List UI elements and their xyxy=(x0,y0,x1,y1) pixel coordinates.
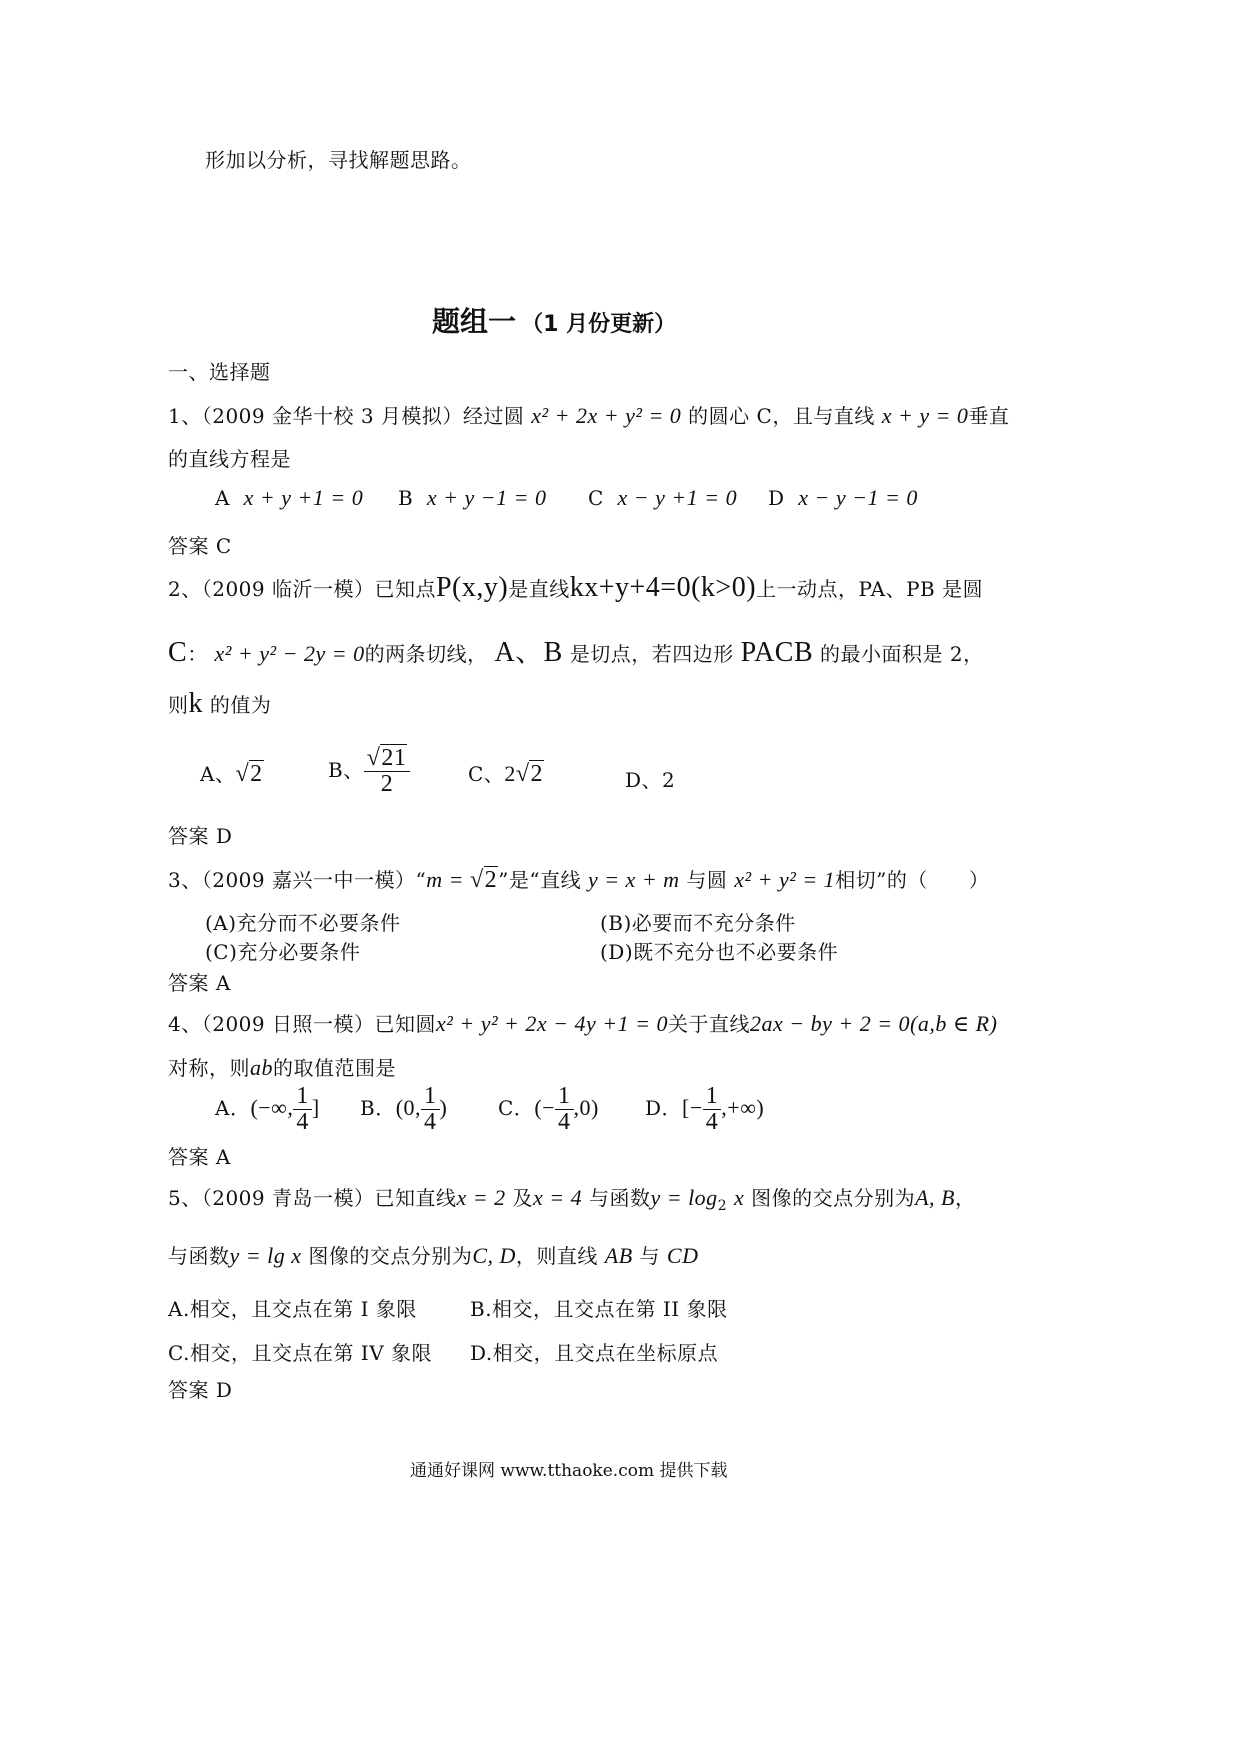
q5-option-b: B.相交，且交点在第 II 象限 xyxy=(470,1297,728,1321)
q4-option-d: D．[− $\frac{1}{4}$ ,+∞) xyxy=(645,1083,765,1136)
section-label: 一、选择题 xyxy=(168,360,271,384)
q2-option-b: B、 $\frac{√21}{2}$ xyxy=(328,746,410,797)
q2-answer: 答案 D xyxy=(168,824,233,848)
q2-line1: 2、（2009 临沂一模）已知点P(x,y)是直线kx+y+4=0(k>0)上一动点，PA、PB 是圆 xyxy=(168,572,984,603)
q2-point: P(x,y) xyxy=(435,572,509,603)
heading-title: 题组一 xyxy=(432,305,517,338)
q5-option-d: D.相交，且交点在坐标原点 xyxy=(470,1341,719,1365)
q4-option-a: A．(−∞, $\frac{1}{4}$ ] xyxy=(215,1083,320,1136)
q3-line1: 3、（2009 嘉兴一中一模）“m = √2”是“直线 y = x + m 与圆 x² + y² = 1相切”的（ ） xyxy=(168,867,990,893)
q1-option-a: A x + y +1 = 0 xyxy=(215,485,364,510)
q1-end: 垂直 xyxy=(968,404,1010,428)
q5-line1: 5、（2009 青岛一模）已知直线x = 2 及x = 4 与函数$y = \log_2 x$ 图像的交点分别为A, B， xyxy=(168,1185,976,1214)
q2-option-c: C、2√2 xyxy=(468,761,543,787)
q1-circle-eq: x² + 2x + y² = 0 xyxy=(531,403,682,428)
q4-line2: 对称，则ab的取值范围是 xyxy=(168,1055,396,1080)
q4-option-b: B．(0, $\frac{1}{4}$ ) xyxy=(360,1083,448,1136)
q5-line2: 与函数y = lg x 图像的交点分别为C, D，则直线 AB 与 CD xyxy=(168,1243,699,1268)
q1-line-eq: x + y = 0 xyxy=(881,403,969,428)
q3-option-b: (B)必要而不充分条件 xyxy=(600,911,796,935)
q1-line2: 的直线方程是 xyxy=(168,447,291,471)
q2-option-a: A、√2 xyxy=(200,761,263,787)
q2-option-d: D、2 xyxy=(625,768,676,792)
q3-option-a: (A)充分而不必要条件 xyxy=(205,911,401,935)
q4-option-c: C．(− $\frac{1}{4}$ ,0) xyxy=(498,1083,599,1136)
q5-answer: 答案 D xyxy=(168,1378,233,1402)
q1-option-b: B x + y −1 = 0 xyxy=(398,485,547,510)
q1-option-d: D x − y −1 = 0 xyxy=(768,485,918,510)
q5-option-a: A.相交，且交点在第 I 象限 xyxy=(168,1297,417,1321)
intro-text: 形加以分析，寻找解题思路。 xyxy=(205,148,472,172)
q2-line-eq: kx+y+4=0(k>0) xyxy=(569,572,757,603)
page-footer: 通通好课网 www.tthaoke.com 提供下载 xyxy=(410,1461,728,1481)
q4-answer: 答案 A xyxy=(168,1145,231,1169)
q5-option-c: C.相交，且交点在第 IV 象限 xyxy=(168,1341,433,1365)
heading-subtitle: （1 月份更新） xyxy=(521,312,677,337)
q1-prefix: 1、（2009 金华十校 3 月模拟）经过圆 xyxy=(168,404,525,428)
q2-line2: C： x² + y² − 2y = 0的两条切线， A、B 是切点，若四边形 PACB 的最小面积是 2， xyxy=(168,637,984,668)
q4-line1: 4、（2009 日照一模）已知圆x² + y² + 2x − 4y +1 = 0关于直线2ax − by + 2 = 0(a,b ∈ R) xyxy=(168,1011,998,1036)
q3-answer: 答案 A xyxy=(168,971,231,995)
q2-line3: 则k 的值为 xyxy=(168,688,272,719)
section-heading xyxy=(432,300,676,340)
q2-circle-eq: x² + y² − 2y = 0 xyxy=(214,641,365,666)
q1-answer: 答案 C xyxy=(168,534,232,558)
q1-mid: 的圆心 C，且与直线 xyxy=(688,404,875,428)
q1-option-c: C x − y +1 = 0 xyxy=(588,485,738,510)
q3-option-d: (D)既不充分也不必要条件 xyxy=(600,940,839,964)
q1-line1 xyxy=(168,400,1009,429)
q3-option-c: (C)充分必要条件 xyxy=(205,940,361,964)
